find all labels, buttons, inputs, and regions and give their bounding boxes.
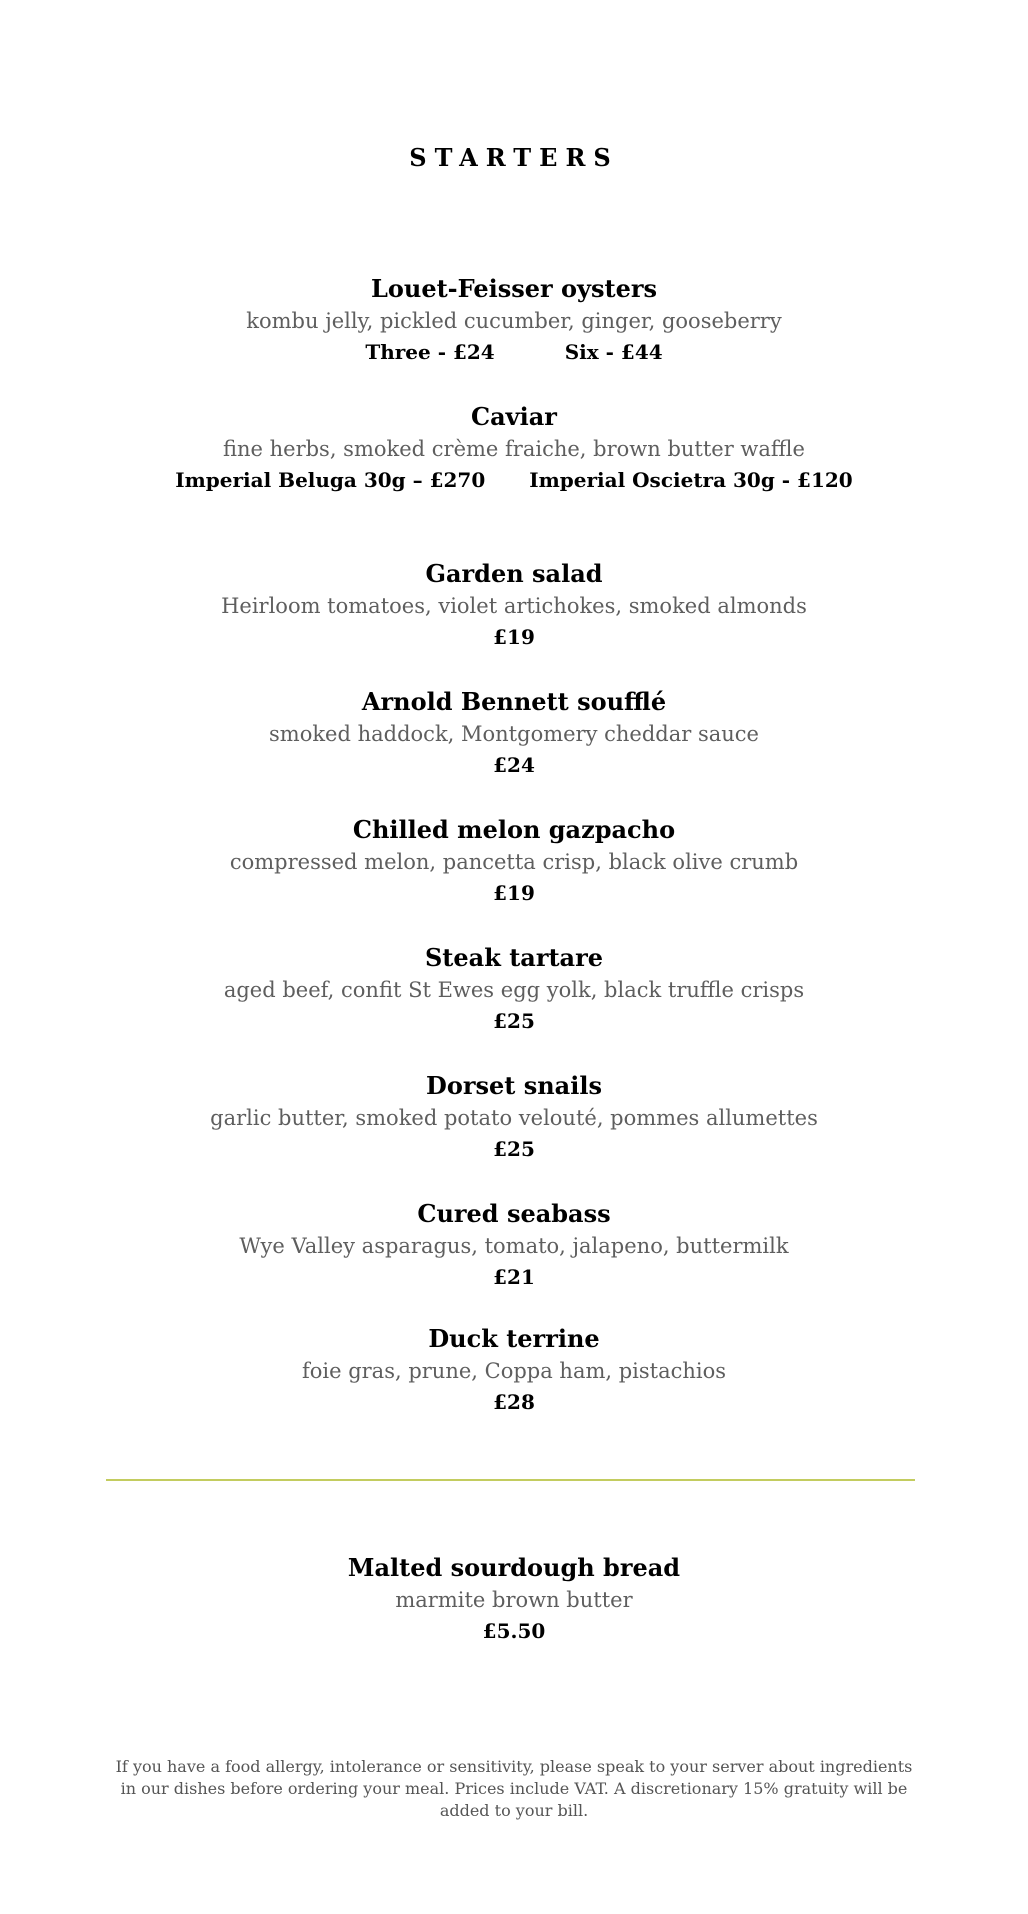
dish-name: Garden salad (425, 559, 603, 588)
menu-item (0, 1070, 1028, 1164)
dish-description: aged beef, confit St Ewes egg yolk, black truffle crisps (223, 978, 805, 1002)
allergy-footnote: If you have a food allergy, intolerance or sensitivity, please speak to your server about ingredients in our dishes before ordering your meal. Prices include VAT. A discretionary 15% gratuity will be added to your bill. (115, 1757, 913, 1820)
dish-description: Wye Valley asparagus, tomato, jalapeno, buttermilk (239, 1234, 789, 1258)
menu-item-caviar (0, 401, 1028, 495)
menu-item-bread (0, 1552, 1028, 1646)
dish-name: Duck terrine (428, 1324, 600, 1353)
menu-item (0, 942, 1028, 1036)
menu-item (0, 814, 1028, 908)
dish-price: £19 (493, 881, 535, 905)
dish-description: fine herbs, smoked crème fraiche, brown butter waffle (222, 437, 805, 461)
dish-description: compressed melon, pancetta crisp, black olive crumb (229, 850, 799, 874)
dish-name: Caviar (471, 402, 557, 431)
dish-name: Dorset snails (426, 1071, 602, 1100)
price-options (0, 465, 1028, 495)
dish-price: £5.50 (482, 1619, 546, 1643)
dish-name: Louet-Feisser oysters (370, 274, 658, 303)
dish-price: £19 (493, 625, 535, 649)
menu-item (0, 1198, 1028, 1292)
dish-price: £28 (493, 1390, 535, 1414)
section-divider (106, 1479, 915, 1481)
dish-price: £21 (493, 1265, 535, 1289)
dish-name: Malted sourdough bread (347, 1553, 681, 1582)
menu-item (0, 686, 1028, 780)
dish-description: kombu jelly, pickled cucumber, ginger, gooseberry (246, 309, 782, 333)
dish-name: Arnold Bennett soufflé (361, 687, 667, 716)
price-options (0, 337, 1028, 367)
menu-item-oysters (0, 273, 1028, 367)
dish-price: £25 (493, 1137, 535, 1161)
dish-description: foie gras, prune, Coppa ham, pistachios (301, 1359, 727, 1383)
dish-description: garlic butter, smoked potato velouté, pommes allumettes (210, 1106, 818, 1130)
section-title: STARTERS (409, 143, 619, 172)
price-oscietra: Imperial Oscietra 30g - £120 (529, 468, 853, 492)
dish-name: Cured seabass (417, 1199, 611, 1228)
price-three: Three - £24 (365, 340, 495, 364)
dish-description: smoked haddock, Montgomery cheddar sauce (269, 722, 759, 746)
menu-item (0, 1323, 1028, 1417)
dish-price: £25 (493, 1009, 535, 1033)
dish-price: £24 (493, 753, 535, 777)
dish-description: Heirloom tomatoes, violet artichokes, smoked almonds (221, 594, 807, 618)
dish-description: marmite brown butter (395, 1588, 633, 1612)
dish-name: Steak tartare (424, 943, 604, 972)
menu-item (0, 558, 1028, 652)
dish-name: Chilled melon gazpacho (352, 815, 676, 844)
price-six: Six - £44 (564, 340, 663, 364)
price-beluga: Imperial Beluga 30g – £270 (175, 468, 486, 492)
